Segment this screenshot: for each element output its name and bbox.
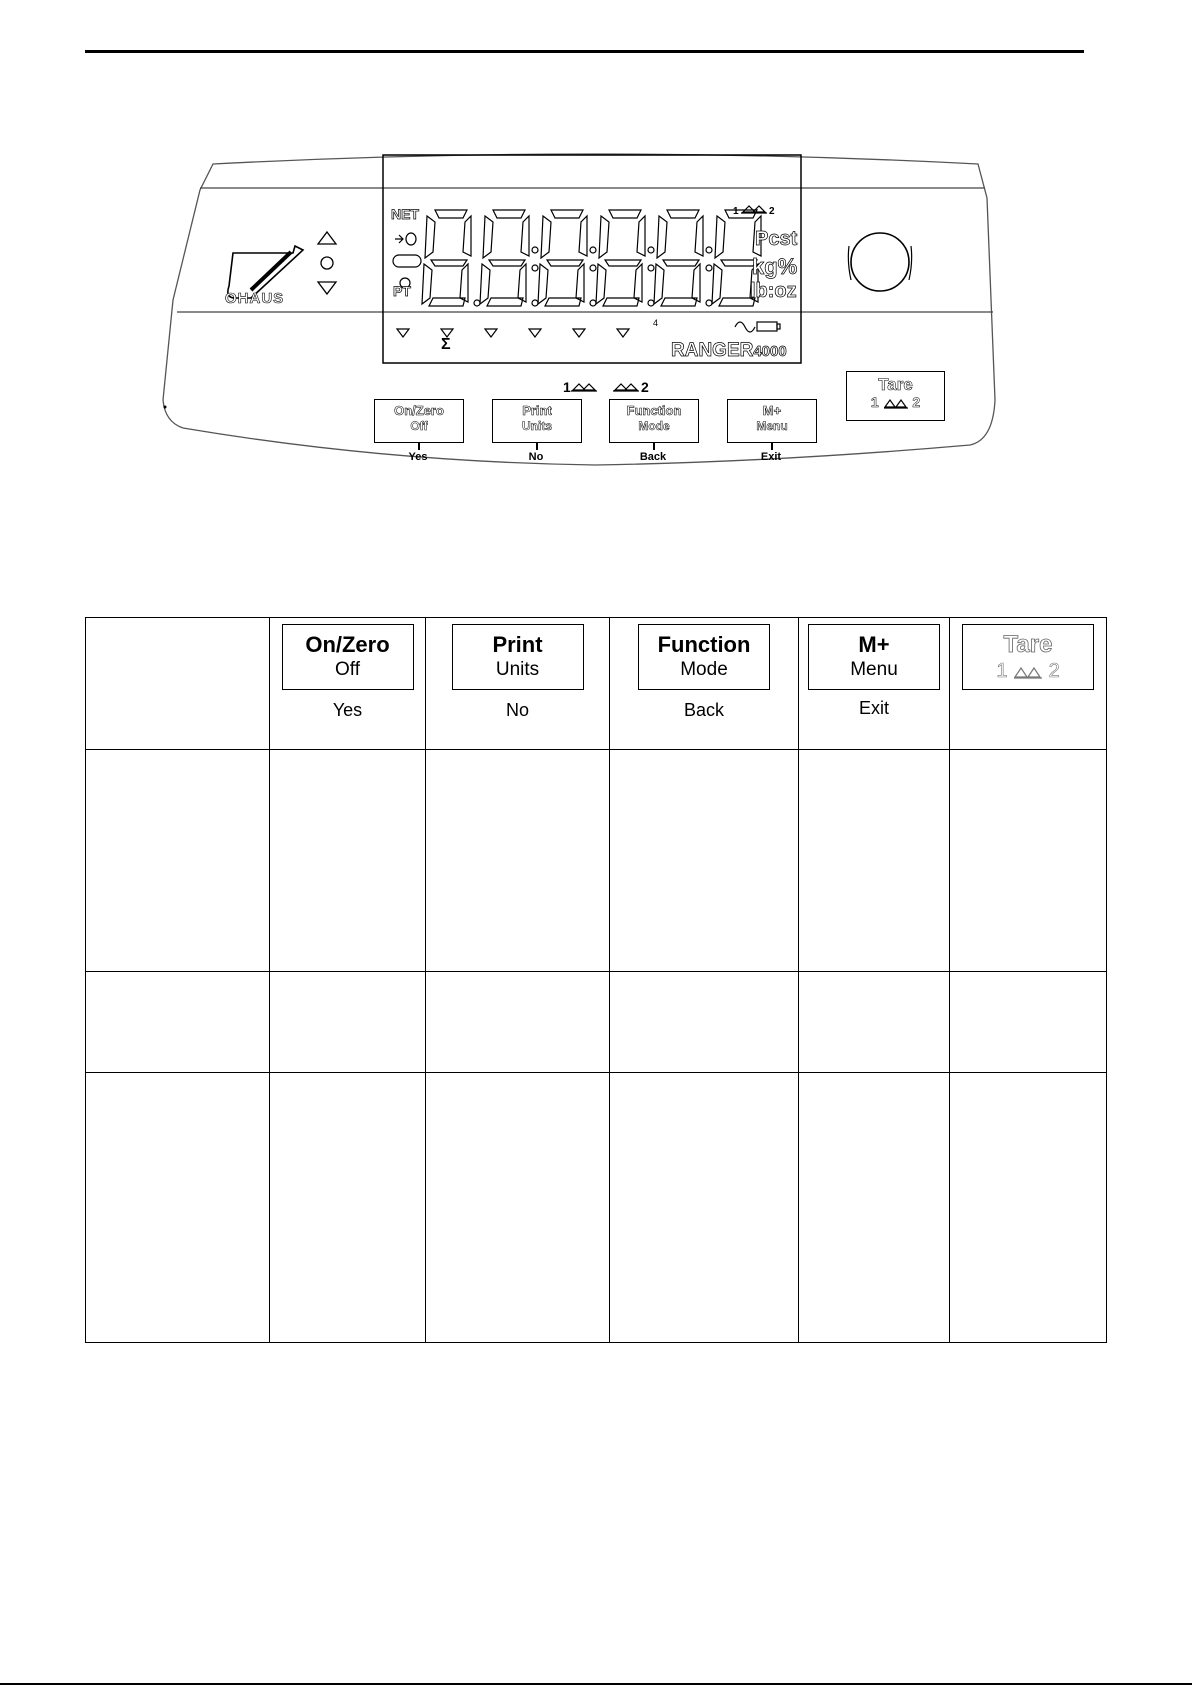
button-under-label: No <box>528 451 544 463</box>
button-under-label: Back <box>639 451 667 463</box>
pcs-label: Pcst <box>755 228 798 250</box>
button-top-label: Function <box>626 403 682 418</box>
key-alt-label: Exit <box>858 698 889 718</box>
key-sub-label: Menu <box>850 659 898 680</box>
table-cell <box>799 750 950 972</box>
button-under-label: Yes <box>408 451 428 463</box>
table-cell <box>799 972 950 1073</box>
table-row <box>86 972 1107 1073</box>
table-cell <box>86 1073 270 1343</box>
table-header-cell <box>610 618 799 750</box>
key-m-plus <box>808 624 940 690</box>
button-under-label: Exit <box>760 451 782 463</box>
model-label <box>671 340 787 362</box>
key-main-label: On/Zero <box>305 632 390 657</box>
minus-indicator-icon <box>393 255 421 267</box>
key-main-label: Function <box>657 632 751 657</box>
panel-on-zero-button[interactable] <box>374 399 464 443</box>
table-cell <box>799 1073 950 1343</box>
table-cell <box>86 618 270 750</box>
table-cell <box>950 750 1107 972</box>
sigma-label: Σ <box>441 336 451 353</box>
button-top-label: On/Zero <box>394 403 444 418</box>
tare-sub-right: 2 <box>912 394 921 410</box>
table-cell <box>426 1073 610 1343</box>
pt-label: PT <box>393 283 411 299</box>
panel-print-button[interactable] <box>492 399 582 443</box>
model-name: RANGER <box>671 340 754 361</box>
key-alt-label: Back <box>683 700 725 720</box>
table-cell <box>270 1073 426 1343</box>
table-cell <box>86 750 270 972</box>
table-cell <box>86 972 270 1073</box>
table-header-cell <box>799 618 950 750</box>
table-row <box>86 750 1107 972</box>
button-sub-label: Menu <box>756 419 788 433</box>
button-tick <box>418 442 420 450</box>
model-number: 4000 <box>753 343 787 360</box>
button-sub-label: Units <box>522 419 552 433</box>
tare-label: Tare <box>878 375 913 394</box>
table-header-cell <box>270 618 426 750</box>
table-cell <box>950 972 1107 1073</box>
tare-sub-left: 1 <box>996 660 1008 682</box>
key-function <box>638 624 770 690</box>
button-tick <box>771 442 773 450</box>
key-functions-table <box>85 617 1107 1343</box>
table-cell <box>610 1073 799 1343</box>
zero-indicator-icon <box>395 235 403 243</box>
lcd-digit <box>654 210 712 306</box>
table-cell <box>426 972 610 1073</box>
scale-icon <box>883 397 909 409</box>
svg-text:1: 1 <box>733 206 739 217</box>
tare-sub-left: 1 <box>870 394 879 410</box>
svg-text:2: 2 <box>769 206 775 217</box>
key-main-label: Tare <box>1003 631 1053 658</box>
table-header-cell <box>426 618 610 750</box>
scale-icon <box>1013 665 1043 679</box>
table-cell <box>610 750 799 972</box>
svg-text:4: 4 <box>653 318 659 328</box>
table-header-cell <box>950 618 1107 750</box>
key-on-zero <box>282 624 414 690</box>
table-header-row <box>86 618 1107 750</box>
panel-m-plus-button[interactable] <box>727 399 817 443</box>
button-tick <box>536 442 538 450</box>
key-alt-label: Yes <box>332 700 363 720</box>
key-main-label: M+ <box>858 632 890 657</box>
key-sub-label: Units <box>495 659 540 680</box>
control-panel-illustration <box>165 150 1025 510</box>
key-sub-label <box>996 659 1059 683</box>
key-sub-label: Off <box>335 659 360 680</box>
key-main-label: Print <box>492 632 543 657</box>
panel-function-button[interactable] <box>609 399 699 443</box>
indicator-arrows-icon <box>315 228 339 308</box>
table-cell <box>270 972 426 1073</box>
key-alt-label: No <box>505 700 529 720</box>
tare-sub-label <box>847 395 944 409</box>
button-sub-label: Mode <box>638 419 670 433</box>
net-label: NET <box>391 206 419 222</box>
lb-oz-label: lb:oz <box>750 280 797 302</box>
panel-tare-button[interactable] <box>846 371 945 421</box>
svg-text:1: 1 <box>563 379 571 395</box>
lcd-digit <box>480 210 538 306</box>
key-tare <box>962 624 1094 690</box>
key-print <box>452 624 584 690</box>
lcd-digit <box>538 210 596 306</box>
table-cell <box>610 972 799 1073</box>
button-sub-label: Off <box>410 419 428 433</box>
table-cell <box>270 750 426 972</box>
kg-percent-label: kg% <box>752 254 798 279</box>
table-cell <box>950 1073 1107 1343</box>
tare-sub-right: 2 <box>1048 660 1060 682</box>
lcd-digit <box>422 210 480 306</box>
top-rule <box>85 50 1084 53</box>
table-cell <box>426 750 610 972</box>
button-top-label: M+ <box>762 403 782 418</box>
lcd-digit <box>596 210 654 306</box>
key-sub-label: Mode <box>680 659 728 680</box>
button-tick <box>653 442 655 450</box>
table-row <box>86 1073 1107 1343</box>
logo-text: OHAUS <box>225 290 285 307</box>
svg-text:2: 2 <box>641 379 649 395</box>
button-top-label: Print <box>522 403 552 418</box>
